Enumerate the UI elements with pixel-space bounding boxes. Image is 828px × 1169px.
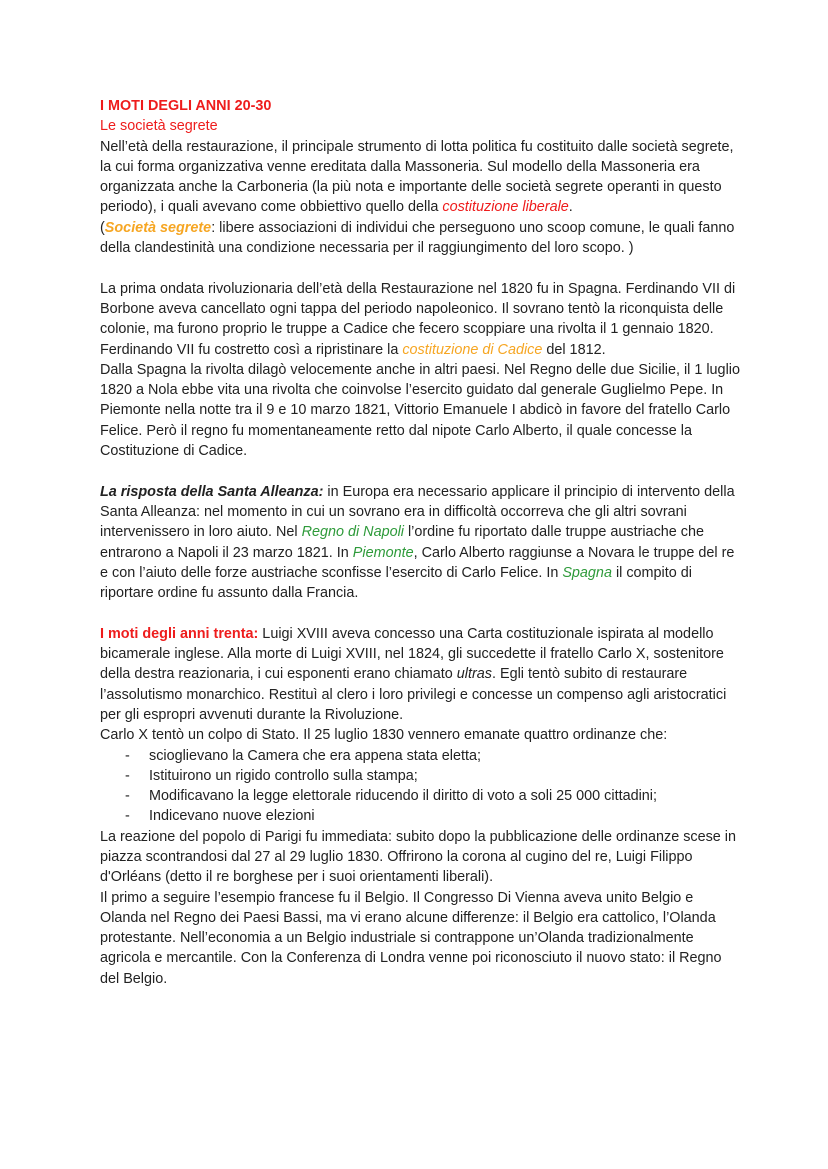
paragraph-colpo-di-stato: Carlo X tentò un colpo di Stato. Il 25 luglio 1830 vennero emanate quattro ordinanze che: [100, 727, 668, 744]
list-item: - scioglievano la Camera che era appena stata eletta; [100, 746, 740, 766]
section-heading-societa-segrete: Le società segrete [100, 118, 218, 135]
highlight-piemonte: Piemonte [352, 544, 414, 561]
paragraph-moti-anni-trenta: I moti degli anni trenta: Luigi XVIII aveva concesso una Carta costituzionale ispirata al modello bicamerale inglese. Alla morte di Luigi XVIII, nel 1824, gli succedette il fratello Carlo X, sostenitore della destra reazionaria, i cui esponenti erano chiamato ultras. Egli tentò subito di restaurare l’assolutismo monarchico. Restituì al clero i loro privilegi e concesse un compenso agli aristocratici per gli espropri avvenuti durante la Rivoluzione. [100, 625, 727, 723]
dash-bullet: - [125, 767, 130, 784]
document-page [100, 96, 740, 989]
lead-moti-anni-trenta: I moti degli anni trenta: [100, 625, 259, 642]
paragraph-societa-segrete: Nell’età della restaurazione, il principale strumento di lotta politica fu costituito dalle società segrete, la cui forma organizzativa venne ereditata dalla Massoneria. Sul modello della Massoneria era organizzata anche la Carboneria (la più nota e importante delle società segrete operanti in questo periodo), i quali avevano come obbiettivo quello della costituzione liberale. [100, 138, 734, 216]
dash-bullet: - [125, 808, 130, 825]
highlight-regno-napoli: Regno di Napoli [301, 524, 404, 541]
highlight-costituzione-cadice: costituzione di Cadice [402, 341, 543, 358]
list-item: - Istituirono un rigido controllo sulla stampa; [100, 766, 740, 786]
paragraph-belgio: Il primo a seguire l’esempio francese fu il Belgio. Il Congresso Di Vienna aveva unito Belgio e Olanda nel Regno dei Paesi Bassi, ma vi erano alcune differenze: il Belgio era cattolico, l’Olanda protestante. Nell’economia a un Belgio industriale si contrappone un’Olanda tradizionalmente agricola e mercantile. Con la Conferenza di Londra venne poi riconosciuto il nuovo stato: il Regno del Belgio. [100, 889, 722, 987]
list-item: - Indicevano nuove elezioni [100, 806, 740, 826]
definition-term: Società segrete [104, 219, 212, 236]
paragraph-santa-alleanza: La risposta della Santa Alleanza: in Europa era necessario applicare il principio di intervento della Santa Alleanza: nel momento in cui un sovrano era in difficoltà occorreva che gli altri sovrani intervenissero in loro aiuto. Nel Regno di Napoli l’ordine fu riportato dalle truppe austriache che entrarono a Napoli il 23 marzo 1821. In Piemonte, Carlo Alberto raggiunse a Novara le truppe del re e con l’aiuto delle forze austriache sconfisse l’esercito di Carlo Felice. In Spagna il compito di riportare ordine fu assunto dalla Francia. [100, 483, 735, 602]
paragraph-diffusione-rivolta: Dalla Spagna la rivolta dilagò velocemente anche in altri paesi. Nel Regno delle due Sicilie, il 1 luglio 1820 a Nola ebbe vita una rivolta che coinvolse l’esercito guidato dal generale Guglielmo Pepe. In Piemonte nella notte tra il 9 e 10 marzo 1821, Vittorio Emanuele I abdicò in favore del fratello Carlo Felice. Però il regno fu momentaneamente retto dal nipote Carlo Alberto, il quale concesse la Costituzione di Cadice. [100, 361, 740, 460]
ordinanze-list [100, 746, 740, 827]
lead-santa-alleanza: La risposta della Santa Alleanza: [100, 483, 324, 500]
dash-bullet: - [125, 747, 130, 764]
list-item: - Modificavano la legge elettorale riducendo il diritto di voto a soli 25 000 cittadini; [100, 786, 740, 806]
dash-bullet: - [125, 788, 130, 805]
page-title: I MOTI DEGLI ANNI 20-30 [100, 98, 272, 114]
paragraph-spagna: La prima ondata rivoluzionaria dell’età della Restaurazione nel 1820 fu in Spagna. Ferdinando VII di Borbone aveva cancellato ogni tappa del periodo napoleonico. Il sovrano tentò la riconquista delle colonie, ma furono proprio le truppe a Cadice che fecero scoppiare una rivolta il 1 gennaio 1820. Ferdinando VII fu costretto così a ripristinare la costituzione di Cadice del 1812. [100, 280, 736, 358]
definition-societa-segrete: (Società segrete: libere associazioni di individui che perseguono uno scoop comune, le quali fanno della clandestinità una condizione necessaria per il raggiungimento del loro scopo. ) [100, 219, 735, 257]
paragraph-gap [100, 603, 740, 623]
paragraph-reazione-parigi: La reazione del popolo di Parigi fu immediata: subito dopo la pubblicazione delle ordinanze scese in piazza scontrandosi dal 27 al 29 luglio 1830. Offrirono la corona al cugino del re, Luigi Filippo d'Orléans (detto il re borghese per i suoi orientamenti liberali). [100, 828, 736, 886]
paragraph-gap [100, 258, 740, 278]
highlight-costituzione-liberale: costituzione liberale [442, 199, 569, 216]
paragraph-gap [100, 461, 740, 481]
term-ultras: ultras [456, 666, 492, 683]
highlight-spagna: Spagna [562, 564, 612, 581]
